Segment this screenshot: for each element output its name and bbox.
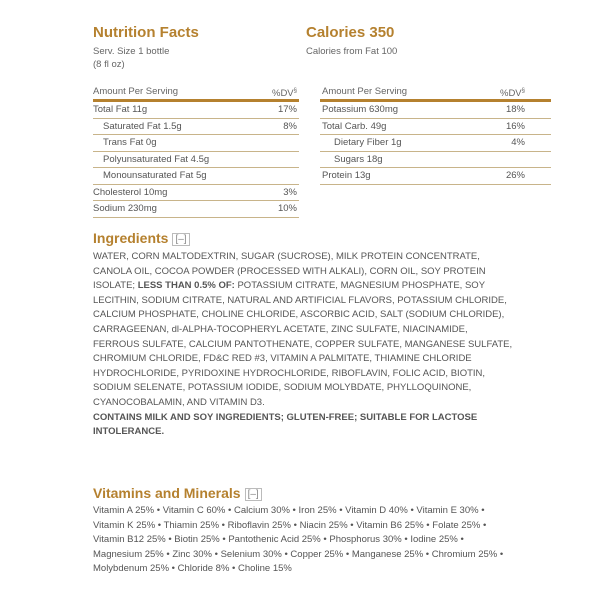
amount-per-serving-label: Amount Per Serving xyxy=(322,86,408,97)
row-label: Protein 13g xyxy=(322,170,371,181)
table-row xyxy=(320,102,551,119)
calories-from-fat: Calories from Fat 100 xyxy=(306,46,398,57)
row-label: Monounsaturated Fat 5g xyxy=(103,170,207,181)
row-label: Total Carb. 49g xyxy=(322,120,387,132)
table-row xyxy=(93,185,299,202)
ingredients-less-than-label: LESS THAN 0.5% OF: xyxy=(137,280,235,292)
calories-title: Calories 350 xyxy=(306,24,395,41)
serving-size-line-2: (8 fl oz) xyxy=(93,59,125,70)
dv-header xyxy=(500,84,525,101)
nutrition-table-right xyxy=(320,84,551,200)
table-row-empty xyxy=(320,185,551,201)
row-label: Total Fat 11g xyxy=(93,104,148,115)
vitamins-title-text: Vitamins and Minerals xyxy=(93,485,241,501)
row-dv: 18% xyxy=(505,104,525,115)
table-row xyxy=(320,135,551,152)
table-row xyxy=(320,168,551,185)
dv-header-text: %DV xyxy=(500,88,522,100)
row-dv: 4% xyxy=(511,137,525,148)
row-dv: 10% xyxy=(277,203,297,214)
dv-header-text: %DV xyxy=(272,88,294,100)
dv-footnote-mark: § xyxy=(521,88,525,94)
ingredients-list-part-1: WATER, CORN MALTODEXTRIN, SUGAR (SUCROSE), MILK PROTEIN CONCENTRATE, CANOLA OIL, COCOA POWDER (PROCESSED WITH ALKALI), CORN OIL, SOY PROTEIN ISOLATE; xyxy=(93,251,486,292)
table-row xyxy=(93,201,299,218)
row-dv: 8% xyxy=(283,120,297,132)
table-row xyxy=(93,102,299,119)
ingredients-section-title xyxy=(93,230,190,246)
allergen-statement: CONTAINS MILK AND SOY INGREDIENTS; GLUTEN-FREE; SUITABLE FOR LACTOSE INTOLERANCE. xyxy=(93,411,478,438)
row-label: Potassium 630mg xyxy=(322,104,399,115)
table-row xyxy=(320,119,551,136)
nutrition-table-left xyxy=(93,84,299,218)
table-row xyxy=(93,119,299,136)
row-dv: 17% xyxy=(277,104,297,115)
row-dv: 3% xyxy=(283,186,297,198)
row-dv: 16% xyxy=(505,120,525,132)
vitamins-section-title xyxy=(93,485,262,501)
dv-footnote-mark: § xyxy=(293,88,297,94)
table-header-right xyxy=(320,84,551,102)
row-label: Saturated Fat 1.5g xyxy=(103,120,182,132)
ingredients-list-part-2: POTASSIUM CITRATE, MAGNESIUM PHOSPHATE, SOY LECITHIN, SODIUM CITRATE, NATURAL AND ARTIFICIAL FLAVORS, POTASSIUM CHLORIDE, CALCIUM PHOSPHATE, CHOLINE CHLORIDE, ASCORBIC ACID, SALT (SODIUM CHLORIDE), CARRAGEENAN, dl-ALPHA-TOCOPHERYL ACETATE, ZINC SULFATE, NIACINAMIDE, FERROUS SULFATE, CALCIUM PANTOTHENATE, COPPER SULFATE, MANGANESE SULFATE, CHROMIUM CHLORIDE, FD&C RED #3, VITAMIN A PALMITATE, THIAMINE CHLORIDE HYDROCHLORIDE, PYRIDOXINE HYDROCHLORIDE, RIBOFLAVIN, FOLIC ACID, BIOTIN, SODIUM SELENATE, POTASSIUM IODIDE, SODIUM MOLYBDATE, PHYLLOQUINONE, CYANOCOBALAMIN, AND VITAMIN D3. xyxy=(93,280,513,408)
row-dv: 26% xyxy=(505,170,525,181)
ingredients-title-text: Ingredients xyxy=(93,230,169,246)
row-label: Sodium 230mg xyxy=(93,203,157,214)
ingredients-collapse-toggle[interactable]: [–] xyxy=(172,233,189,246)
vitamins-text: Vitamin A 25% • Vitamin C 60% • Calcium 30% • Iron 25% • Vitamin D 40% • Vitamin E 30% • Vitamin K 25% • Thiamin 25% • Riboflavin 25% • Niacin 25% • Vitamin B6 25% • Folate 25% • Vitamin B12 25% • Biotin 25% • Pantothenic Acid 25% • Phosphorus 30% • Iodine 25% • Magnesium 25% • Zinc 30% • Selenium 30% • Copper 25% • Manganese 25% • Chromium 25% • Molybdenum 25% • Chloride 8% • Choline 15% xyxy=(93,505,504,575)
row-label: Sugars 18g xyxy=(334,153,383,165)
row-label: Dietary Fiber 1g xyxy=(334,137,402,148)
nutrition-facts-title: Nutrition Facts xyxy=(93,24,199,41)
serving-size xyxy=(93,45,169,71)
dv-header xyxy=(272,84,297,101)
row-label: Polyunsaturated Fat 4.5g xyxy=(103,153,210,165)
table-row xyxy=(93,152,299,169)
ingredients-text xyxy=(93,250,513,440)
table-row xyxy=(93,168,299,185)
vitamins-collapse-toggle[interactable]: [–] xyxy=(245,488,262,501)
table-row xyxy=(93,135,299,152)
row-label: Trans Fat 0g xyxy=(103,137,157,148)
table-row xyxy=(320,152,551,169)
serving-size-line-1: Serv. Size 1 bottle xyxy=(93,46,170,57)
row-label: Cholesterol 10mg xyxy=(93,186,168,198)
amount-per-serving-label: Amount Per Serving xyxy=(93,86,179,97)
table-header-left xyxy=(93,84,299,102)
